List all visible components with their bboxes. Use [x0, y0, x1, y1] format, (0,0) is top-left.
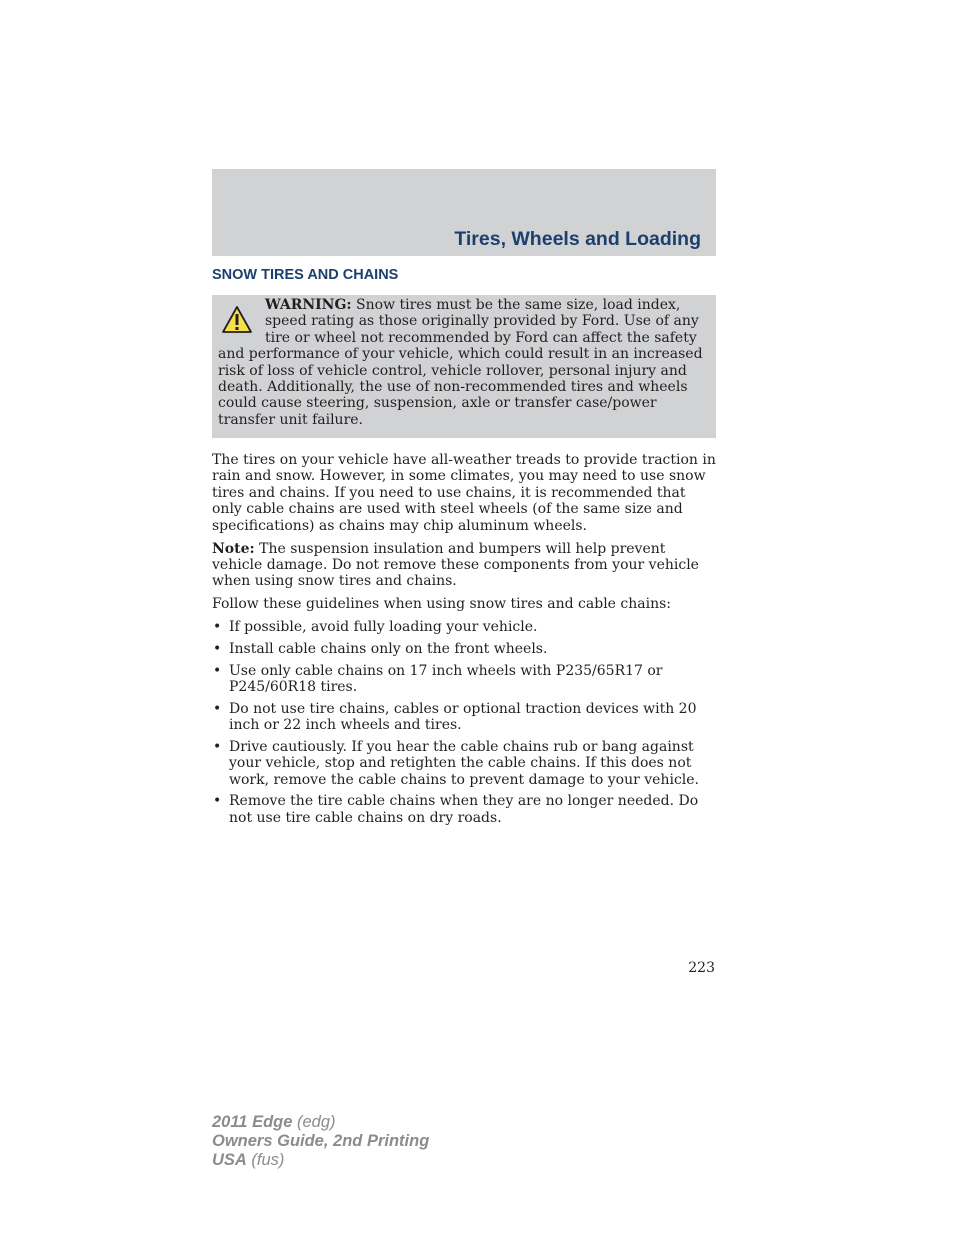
section-title: SNOW TIRES AND CHAINS: [212, 267, 399, 283]
note-label: Note:: [212, 540, 255, 557]
note-paragraph: [212, 541, 716, 590]
footer-model: 2011 Edge: [212, 1113, 293, 1131]
body-content: [212, 452, 716, 831]
note-text: The suspension insulation and bumpers will help prevent vehicle damage. Do not remove these components from your vehicle when using snow tires and chains.: [212, 540, 699, 590]
footer-market-code: (fus): [246, 1151, 285, 1169]
list-item: • Remove the tire cable chains when they are no longer needed. Do not use tire cable chains on dry roads.: [212, 793, 716, 826]
footer-market: USA: [212, 1151, 247, 1169]
footer-line-3: [212, 1151, 429, 1170]
footer-guide: Owners Guide, 2nd Printing: [212, 1132, 430, 1150]
footer-model-code: (edg): [292, 1113, 336, 1131]
footer-line-2: [212, 1132, 429, 1151]
chapter-header-band: [212, 169, 716, 256]
footer: [212, 1113, 429, 1170]
guidelines-list: [212, 619, 716, 826]
list-item: • If possible, avoid fully loading your vehicle.: [212, 619, 716, 635]
list-item: • Install cable chains only on the front wheels.: [212, 641, 716, 657]
intro-paragraph: The tires on your vehicle have all-weather treads to provide traction in rain and snow. However, in some climates, you may need to use snow tires and chains. If you need to use chains, it is recommended that only cable chains are used with steel wheels (of the same size and specifications) as chains may chip aluminum wheels.: [212, 452, 716, 534]
guidelines-intro: Follow these guidelines when using snow tires and cable chains:: [212, 596, 672, 613]
warning-box: [212, 295, 716, 438]
warning-triangle-icon: [221, 305, 253, 335]
warning-label: WARNING:: [265, 297, 352, 313]
footer-line-1: [212, 1113, 429, 1132]
chapter-title: Tires, Wheels and Loading: [454, 228, 701, 250]
list-item: • Drive cautiously. If you hear the cable chains rub or bang against your vehicle, stop and retighten the cable chains. If this does not work, remove the cable chains to prevent damage to your vehicle.: [212, 739, 716, 788]
list-item: • Do not use tire chains, cables or optional traction devices with 20 inch or 22 inch wheels and tires.: [212, 701, 716, 734]
list-item: • Use only cable chains on 17 inch wheels with P235/65R17 or P245/60R18 tires.: [212, 663, 716, 696]
warning-text: Snow tires must be the same size, load index, speed rating as those originally provided by Ford. Use of any tire or wheel not recommended by Ford can affect the safety and performance of your vehicle, which could result in an increased risk of loss of vehicle control, vehicle rollover, personal injury and death. Additionally, the use of non-recommended tires and wheels could cause steering, suspension, axle or transfer case/power transfer unit failure.: [218, 297, 703, 428]
page-number: 223: [688, 960, 715, 976]
